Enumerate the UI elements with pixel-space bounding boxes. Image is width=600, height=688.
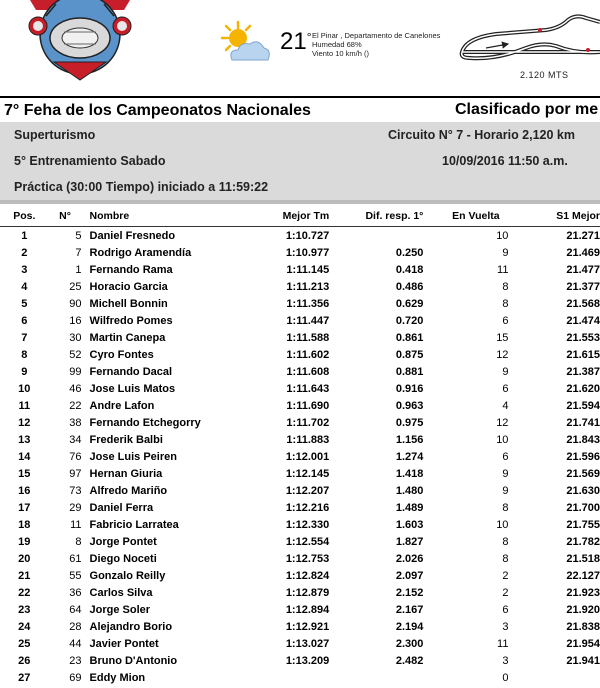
cell-gap: 1.156 [395,433,424,446]
cell-gap: 0.861 [395,331,424,344]
cell-best-time: 1:12.921 [285,620,330,633]
cell-s1: 21.700 [566,501,600,514]
cell-lap: 10 [496,518,509,531]
cell-pos: 22 [18,586,31,599]
table-row [0,635,600,652]
cell-s1: 21.474 [566,314,600,327]
cell-pos: 5 [21,297,28,310]
cell-pos: 14 [18,450,31,463]
cell-number: 38 [69,416,82,429]
cell-lap: 6 [502,382,509,395]
cell-s1: 21.838 [566,620,600,633]
table-row [0,567,600,584]
cell-lap: 6 [502,314,509,327]
cell-pos: 23 [18,603,31,616]
cell-name: Alejandro Borio [89,620,173,633]
cell-s1: 21.469 [566,246,600,259]
table-row [0,550,600,567]
cell-gap: 0.418 [395,263,424,276]
cell-best-time: 1:11.883 [286,433,330,446]
cell-lap: 9 [502,246,509,259]
cell-best-time: 1:12.879 [285,586,330,599]
cell-lap: 12 [496,348,509,361]
cell-best-time: 1:11.702 [286,416,330,429]
cell-s1: 21.553 [566,331,600,344]
cell-s1: 21.594 [566,399,600,412]
page-title: 7° Feha de los Campeonatos Nacionales [4,102,311,119]
cell-name: Eddy Mion [89,671,146,684]
cell-s1 [508,669,600,686]
cell-lap: 6 [502,603,509,616]
table-row [0,431,600,448]
cell-number: 22 [69,399,82,412]
cell-gap: 2.026 [395,552,424,565]
col-header-gap: Dif. resp. 1° [329,206,423,227]
cell-name: Jose Luis Peiren [89,450,177,463]
cell-gap: 1.274 [395,450,424,463]
cell-s1: 21.782 [566,535,600,548]
cell-pos: 11 [18,399,31,412]
cell-pos: 3 [21,263,28,276]
cell-pos: 26 [18,654,31,667]
cell-best-time: 1:12.554 [285,535,330,548]
table-row [0,482,600,499]
cell-lap: 2 [502,586,509,599]
table-row [0,618,600,635]
cell-gap: 1.480 [395,484,424,497]
cell-s1: 21.843 [566,433,600,446]
info-row-session [0,148,600,174]
cell-pos: 10 [18,382,31,395]
cell-number: 76 [69,450,82,463]
degree-symbol: ° [306,30,312,44]
cell-gap: 2.152 [395,586,424,599]
col-header-pos: Pos. [0,206,49,227]
cell-lap: 8 [502,552,509,565]
cell-gap: 1.418 [395,467,424,480]
cell-pos: 15 [18,467,31,480]
cell-pos: 24 [18,620,31,633]
cell-pos: 7 [21,331,28,344]
cell-number: 69 [69,671,82,684]
practice-label: Práctica (30:00 Tiempo) iniciado a 11:59:22 [14,180,269,194]
cell-lap: 8 [502,280,509,293]
cell-lap: 3 [502,654,509,667]
cell-gap: 0.881 [395,365,424,378]
cell-number: 8 [75,535,82,548]
cell-s1: 21.477 [566,263,600,276]
cell-number: 7 [75,246,82,259]
cell-s1: 22.127 [566,569,600,582]
table-row [0,278,600,295]
cell-gap: 2.167 [395,603,424,616]
cell-gap: 2.194 [395,620,424,633]
col-header-lap: En Vuelta [423,206,508,227]
session-info [0,122,600,200]
cell-best-time: 1:12.207 [285,484,330,497]
table-row [0,601,600,618]
cell-best-time: 1:11.447 [286,314,330,327]
cell-pos: 4 [21,280,28,293]
cell-s1: 21.923 [566,586,600,599]
cell-lap: 10 [496,229,509,242]
cell-gap [329,669,423,686]
cell-lap: 9 [502,484,509,497]
sun-cloud-icon [218,20,272,70]
cell-name: Frederik Balbi [89,433,163,446]
cell-lap: 0 [502,671,509,684]
table-row [0,652,600,669]
cell-number: 97 [69,467,82,480]
session-label: 5° Entrenamiento Sabado [14,154,166,168]
cell-pos: 20 [18,552,31,565]
cell-pos: 19 [18,535,31,548]
cell-pos: 18 [18,518,31,531]
cell-name: Cyro Fontes [89,348,154,361]
table-row [0,465,600,482]
cell-best-time: 1:12.001 [285,450,330,463]
cell-best-time: 1:11.690 [286,399,330,412]
cell-pos: 25 [18,637,31,650]
title-bar [0,96,600,125]
table-row [0,516,600,533]
cell-gap: 0.720 [395,314,424,327]
cell-pos: 13 [18,433,31,446]
cell-number: 11 [70,518,82,531]
cell-number: 30 [69,331,82,344]
cell-best-time: 1:10.727 [285,229,330,242]
cell-pos: 1 [21,229,28,242]
table-row [0,533,600,550]
cell-gap: 0.250 [395,246,424,259]
circuit-map [456,8,600,78]
cell-number: 23 [69,654,82,667]
cell-number: 55 [69,569,82,582]
cell-gap: 2.300 [395,637,424,650]
cell-lap: 11 [497,263,509,276]
cell-gap: 0.963 [395,399,424,412]
cell-best-time: 1:12.330 [285,518,330,531]
cell-gap: 1.489 [395,501,424,514]
cell-number: 28 [69,620,82,633]
classification-title: Clasificado por me [455,101,599,118]
cell-s1: 21.615 [566,348,600,361]
classification-table [0,206,600,686]
cell-lap: 11 [497,637,509,650]
cell-name: Diego Noceti [89,552,157,565]
cell-pos: 6 [21,314,28,327]
cell-s1: 21.755 [566,518,600,531]
cell-s1: 21.596 [566,450,600,463]
cell-lap: 2 [502,569,509,582]
cell-s1: 21.387 [566,365,600,378]
cell-lap: 15 [496,331,509,344]
cell-lap: 12 [496,416,509,429]
table-row [0,669,600,686]
cell-pos: 16 [18,484,31,497]
cell-best-time: 1:12.145 [285,467,330,480]
cell-gap: 2.482 [395,654,424,667]
cell-pos: 9 [21,365,28,378]
cell-lap: 6 [502,450,509,463]
cell-lap: 8 [502,501,509,514]
cell-lap: 4 [502,399,509,412]
table-row [0,312,600,329]
cell-lap: 8 [502,535,509,548]
cell-gap: 1.827 [395,535,424,548]
cell-best-time: 1:11.213 [286,280,330,293]
cell-best-time: 1:13.027 [285,637,330,650]
cell-s1: 21.741 [566,416,600,429]
cell-name: Hernan Giuria [89,467,163,480]
table-row [0,295,600,312]
cell-pos: 17 [18,501,31,514]
table-header-row [0,206,600,227]
cell-number: 64 [69,603,82,616]
col-header-number: N° [49,206,86,227]
track-length: 2.120 MTS [520,70,569,80]
cell-name: Horacio Garcia [89,280,168,293]
weather-location: El Pinar , Departamento de Canelones [312,31,441,40]
circuit-label: Circuito N° 7 - Horario 2,120 km [388,128,575,142]
cell-pos: 8 [21,348,28,361]
cell-gap: 0.975 [395,416,424,429]
cell-best-time: 1:12.216 [285,501,330,514]
cell-best-time [257,669,330,686]
cell-s1: 21.271 [566,229,600,242]
weather-wind: Viento 10 km/h () [312,49,369,58]
cell-name: Bruno D'Antonio [89,654,178,667]
cell-best-time: 1:11.588 [286,331,330,344]
cell-best-time: 1:13.209 [285,654,330,667]
category-label: Superturismo [14,128,96,142]
cell-best-time: 1:11.608 [286,365,330,378]
table-row [0,414,600,431]
cell-pos: 12 [18,416,31,429]
cell-best-time: 1:12.753 [285,552,330,565]
cell-number: 44 [69,637,82,650]
cell-number: 46 [69,382,82,395]
cell-name: Fernando Dacal [89,365,173,378]
col-header-best-time: Mejor Tm [257,206,330,227]
cell-lap: 9 [502,365,509,378]
cell-best-time: 1:10.977 [285,246,330,259]
cell-s1: 21.920 [566,603,600,616]
cell-number: 52 [69,348,82,361]
cell-name: Rodrigo Aramendía [89,246,192,259]
cell-lap: 8 [502,297,509,310]
table-row [0,584,600,601]
cell-pos: 27 [18,671,31,684]
cell-lap: 9 [502,467,509,480]
datetime-label: 10/09/2016 11:50 a.m. [442,154,568,168]
cell-number: 61 [69,552,82,565]
cell-number: 36 [69,586,82,599]
info-row-category [0,122,600,148]
cell-name: Michell Bonnin [89,297,168,310]
cell-best-time: 1:11.643 [286,382,330,395]
cell-name: Gonzalo Reilly [89,569,166,582]
temperature: 21° [280,28,312,55]
cell-name: Javier Pontet [89,637,159,650]
cell-lap: 10 [496,433,509,446]
cell-s1: 21.377 [566,280,600,293]
cell-gap: 0.486 [395,280,424,293]
cell-best-time: 1:11.145 [286,263,330,276]
cell-number: 29 [69,501,82,514]
table-row [0,244,600,261]
divider [0,200,600,204]
cell-name: Fabricio Larratea [89,518,179,531]
cell-name: Jorge Soler [89,603,151,616]
cell-gap [329,227,423,245]
cell-gap: 0.629 [395,297,424,310]
cell-gap: 0.916 [395,382,424,395]
cell-number: 99 [69,365,82,378]
cell-lap: 3 [502,620,509,633]
cell-s1: 21.569 [566,467,600,480]
cell-gap: 1.603 [395,518,424,531]
cell-s1: 21.620 [566,382,600,395]
col-header-name: Nombre [86,206,257,227]
top-banner [0,0,600,96]
cell-number: 73 [69,484,82,497]
table-row [0,397,600,414]
club-logo [20,0,140,88]
weather-details [312,31,440,58]
cell-best-time: 1:12.824 [285,569,330,582]
cell-name: Carlos Silva [89,586,153,599]
table-row [0,499,600,516]
cell-s1: 21.630 [566,484,600,497]
table-row [0,227,600,245]
cell-number: 1 [75,263,82,276]
cell-best-time: 1:12.894 [285,603,330,616]
cell-best-time: 1:11.356 [286,297,330,310]
cell-s1: 21.518 [566,552,600,565]
info-row-practice [0,174,600,200]
cell-number: 16 [69,314,82,327]
cell-name: Andre Lafon [89,399,155,412]
cell-name: Fernando Rama [89,263,173,276]
table-row [0,448,600,465]
cell-name: Martin Canepa [89,331,166,344]
cell-number: 90 [69,297,82,310]
cell-name: Wilfredo Pomes [89,314,173,327]
cell-pos: 2 [21,246,28,259]
table-row [0,380,600,397]
cell-number: 34 [69,433,82,446]
cell-number: 25 [69,280,82,293]
cell-gap: 0.875 [395,348,424,361]
cell-best-time: 1:11.602 [286,348,330,361]
cell-number: 5 [75,229,82,242]
cell-pos: 21 [18,569,31,582]
cell-s1: 21.941 [566,654,600,667]
cell-gap: 2.097 [395,569,424,582]
cell-s1: 21.954 [566,637,600,650]
table-row [0,346,600,363]
table-row [0,261,600,278]
cell-name: Jorge Pontet [89,535,157,548]
table-row [0,363,600,380]
cell-name: Fernando Etchegorry [89,416,201,429]
table-row [0,329,600,346]
cell-name: Alfredo Mariño [89,484,168,497]
weather-humidity: Humedad 68% [312,40,362,49]
col-header-s1: S1 Mejor [508,206,600,227]
cell-name: Daniel Fresnedo [89,229,176,242]
cell-s1: 21.568 [566,297,600,310]
cell-name: Daniel Ferra [89,501,154,514]
cell-name: Jose Luis Matos [89,382,176,395]
